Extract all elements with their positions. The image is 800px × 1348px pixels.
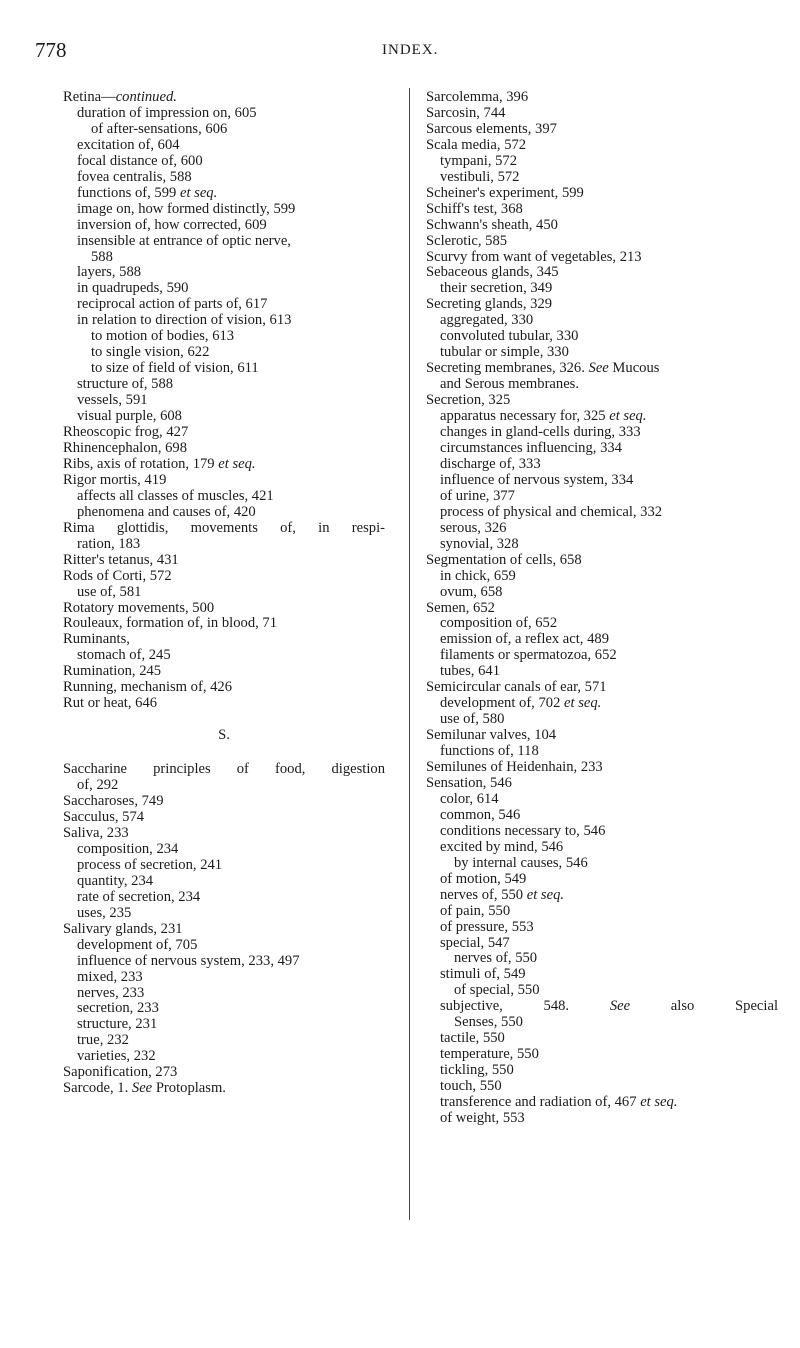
entry-text: of urine, 377 — [440, 487, 515, 504]
index-entry — [426, 202, 778, 218]
entry-text: use of, 581 — [77, 583, 142, 600]
entry-text: Rigor mortis, 419 — [63, 471, 167, 488]
index-entry — [63, 553, 385, 569]
index-entry — [426, 473, 778, 489]
entry-text: Secretion, 325 — [426, 392, 511, 409]
entry-text: focal distance of, 600 — [77, 152, 203, 169]
entry-text: to size of field of vision, 611 — [91, 360, 259, 377]
entry-text: touch, 550 — [440, 1078, 502, 1095]
entry-text: Rumination, 245 — [63, 663, 162, 680]
entry-text: Salivary glands, 231 — [63, 920, 183, 937]
entry-text: influence of nervous system, 334 — [440, 471, 634, 488]
entry-text: Mucous — [608, 360, 660, 377]
entry-text: inversion of, how corrected, 609 — [77, 216, 267, 233]
index-entry — [63, 313, 385, 329]
index-entry — [426, 760, 778, 776]
index-entry — [426, 265, 778, 281]
index-entry — [63, 632, 385, 648]
index-entry — [426, 553, 778, 569]
entry-text: functions of, 599 — [77, 184, 180, 201]
entry-text: process of physical and chemical, 332 — [440, 503, 663, 520]
index-entry — [426, 250, 778, 266]
entry-text: structure of, 588 — [77, 376, 174, 393]
page-number: 778 — [35, 38, 67, 62]
entry-text: true, 232 — [77, 1032, 129, 1049]
entry-text: affects all classes of muscles, 421 — [77, 487, 274, 504]
entry-text: Rods of Corti, 572 — [63, 567, 172, 584]
index-entry — [426, 361, 778, 393]
index-entry — [426, 664, 778, 680]
entry-text: Sarcode, 1. — [63, 1080, 132, 1097]
index-entry — [63, 393, 385, 409]
entry-text: also Special — [630, 998, 778, 1015]
index-entry — [63, 585, 385, 601]
entry-text: Schiff's test, 368 — [426, 200, 523, 217]
entry-italic: et seq. — [640, 1094, 678, 1111]
entry-text: by internal causes, 546 — [454, 854, 588, 871]
index-entry — [426, 297, 778, 313]
entry-text: Saccharine principles of food, digestion — [63, 761, 385, 778]
index-entry — [63, 858, 385, 874]
index-entry — [426, 712, 778, 728]
entry-text: Saponification, 273 — [63, 1064, 178, 1081]
index-entry — [63, 1001, 385, 1017]
entry-text: Secreting glands, 329 — [426, 296, 553, 313]
index-entry — [63, 457, 385, 473]
entry-text: in chick, 659 — [440, 567, 516, 584]
entry-text: Sacculus, 574 — [63, 809, 145, 826]
entry-italic: See — [609, 998, 631, 1015]
entry-text: of special, 550 — [454, 982, 540, 999]
index-entry — [426, 951, 778, 967]
index-entry — [426, 648, 778, 664]
index-entry — [426, 521, 778, 537]
entry-text: Rheoscopic frog, 427 — [63, 424, 189, 441]
entry-text: of after-sensations, 606 — [91, 120, 228, 137]
index-entry — [63, 1065, 385, 1081]
index-entry — [426, 313, 778, 329]
index-entry — [63, 762, 385, 794]
entry-text: Secreting membranes, 326. — [426, 360, 589, 377]
index-entry — [426, 537, 778, 553]
index-entry — [63, 810, 385, 826]
index-entry — [63, 441, 385, 457]
index-entry — [426, 1031, 778, 1047]
index-entry — [426, 888, 778, 904]
entry-text: nerves of, 550 — [454, 950, 538, 967]
entry-text: tubular or simple, 330 — [440, 344, 569, 361]
index-entry — [426, 409, 778, 425]
entry-text: in quadrupeds, 590 — [77, 280, 189, 297]
entry-text: emission of, a reflex act, 489 — [440, 631, 609, 648]
entry-text: Schwann's sheath, 450 — [426, 216, 558, 233]
entry-text: tactile, 550 — [440, 1030, 505, 1047]
entry-text: special, 547 — [440, 934, 510, 951]
index-entry — [426, 601, 778, 617]
entry-text: Semilunes of Heidenhain, 233 — [426, 759, 603, 776]
entry-text: Scurvy from want of vegetables, 213 — [426, 248, 642, 265]
entry-text: quantity, 234 — [77, 872, 154, 889]
index-entry — [63, 186, 385, 202]
index-entry — [426, 680, 778, 696]
index-entry — [426, 936, 778, 952]
entry-text: layers, 588 — [77, 264, 142, 281]
index-entry — [426, 138, 778, 154]
entry-text: vestibuli, 572 — [440, 168, 520, 185]
index-entry — [63, 138, 385, 154]
entry-continuation: Senses, 550 — [454, 1014, 523, 1031]
index-entry — [63, 826, 385, 842]
entry-text: common, 546 — [440, 806, 521, 823]
entry-text: Rima glottidis, movements of, in respi- — [63, 519, 385, 536]
index-column-left — [63, 90, 385, 1097]
index-entry — [63, 521, 385, 553]
index-entry — [426, 505, 778, 521]
index-entry — [63, 922, 385, 938]
entry-text: Saccharoses, 749 — [63, 793, 164, 810]
entry-text: varieties, 232 — [77, 1048, 156, 1065]
index-entry — [63, 648, 385, 664]
index-entry — [426, 90, 778, 106]
index-entry — [63, 794, 385, 810]
entry-text: process of secretion, 241 — [77, 856, 223, 873]
entry-continuation: 588 — [91, 248, 113, 265]
entry-text: transference and radiation of, 467 — [440, 1094, 641, 1111]
index-entry — [426, 744, 778, 760]
index-entry — [63, 842, 385, 858]
entry-text: Rut or heat, 646 — [63, 695, 158, 712]
entry-text: Ribs, axis of rotation, 179 — [63, 455, 219, 472]
entry-italic: et seq. — [526, 886, 565, 903]
index-entry — [426, 1095, 778, 1111]
index-entry — [63, 218, 385, 234]
index-entry — [63, 361, 385, 377]
entry-text: synovial, 328 — [440, 535, 519, 552]
index-entry — [63, 890, 385, 906]
index-entry — [426, 776, 778, 792]
page-header: INDEX. — [382, 42, 439, 58]
index-entry — [63, 954, 385, 970]
entry-text: Scala media, 572 — [426, 136, 527, 153]
entry-text: influence of nervous system, 233, 497 — [77, 952, 300, 969]
entry-italic: See — [588, 360, 609, 377]
index-entry — [63, 265, 385, 281]
entry-text: nerves of, 550 — [440, 886, 527, 903]
index-entry — [426, 393, 778, 409]
entry-text: Sensation, 546 — [426, 774, 512, 791]
entry-text: of motion, 549 — [440, 870, 527, 887]
entry-text: reciprocal action of parts of, 617 — [77, 296, 268, 313]
index-entry — [426, 616, 778, 632]
entry-text: Semen, 652 — [426, 599, 495, 616]
entry-text: rate of secretion, 234 — [77, 888, 201, 905]
entry-text: Segmentation of cells, 658 — [426, 551, 582, 568]
index-entry — [63, 680, 385, 696]
index-entry — [426, 967, 778, 983]
index-entry — [63, 696, 385, 712]
entry-text: development of, 705 — [77, 936, 198, 953]
entry-text: excitation of, 604 — [77, 136, 180, 153]
index-entry — [426, 904, 778, 920]
index-entry — [63, 569, 385, 585]
index-entry — [63, 664, 385, 680]
index-entry — [426, 106, 778, 122]
entry-text: duration of impression on, 605 — [77, 104, 257, 121]
entry-italic: et seq. — [218, 455, 256, 472]
index-entry — [426, 920, 778, 936]
index-entry — [63, 377, 385, 393]
entry-text: in relation to direction of vision, 613 — [77, 312, 292, 329]
entry-text: use of, 580 — [440, 711, 505, 728]
entry-text: subjective, 548. — [440, 998, 610, 1015]
index-entry — [63, 297, 385, 313]
entry-text: temperature, 550 — [440, 1046, 539, 1063]
entry-text: Protoplasm. — [152, 1080, 226, 1097]
index-entry — [426, 1063, 778, 1079]
index-entry — [426, 696, 778, 712]
entry-text: visual purple, 608 — [77, 408, 182, 425]
entry-italic: continued. — [115, 89, 177, 105]
entry-text: to single vision, 622 — [91, 344, 210, 361]
index-entry — [63, 489, 385, 505]
entry-text: composition, 234 — [77, 840, 179, 857]
entry-continuation: ration, 183 — [77, 535, 141, 552]
index-entry — [63, 970, 385, 986]
entry-text: tubes, 641 — [440, 663, 500, 680]
entry-text: tympani, 572 — [440, 152, 518, 169]
entry-text: Running, mechanism of, 426 — [63, 679, 233, 696]
entry-continuation: and Serous membranes. — [440, 376, 580, 393]
index-entry — [63, 986, 385, 1002]
entry-italic: et seq. — [609, 408, 647, 425]
index-entry — [426, 983, 778, 999]
entry-text: vessels, 591 — [77, 392, 148, 409]
index-column-right — [426, 90, 778, 1127]
index-entry — [63, 106, 385, 122]
entry-text: discharge of, 333 — [440, 455, 541, 472]
entry-text: Rotatory movements, 500 — [63, 599, 215, 616]
entry-text: Rhinencephalon, 698 — [63, 439, 188, 456]
entry-text: of pain, 550 — [440, 902, 511, 919]
entry-text: Rouleaux, formation of, in blood, 71 — [63, 615, 278, 632]
index-entry — [63, 505, 385, 521]
entry-italic: et seq. — [179, 184, 218, 201]
index-entry — [426, 872, 778, 888]
entry-text: fovea centralis, 588 — [77, 168, 192, 185]
entry-text: aggregated, 330 — [440, 312, 534, 329]
entry-text: changes in gland-cells during, 333 — [440, 424, 641, 441]
index-entry — [63, 938, 385, 954]
index-entry — [63, 281, 385, 297]
index-entry — [426, 792, 778, 808]
index-entry — [426, 154, 778, 170]
index-entry — [426, 728, 778, 744]
index-entry — [426, 186, 778, 202]
entry-text: uses, 235 — [77, 904, 132, 921]
index-entry — [63, 1049, 385, 1065]
index-entry — [426, 218, 778, 234]
entry-text: structure, 231 — [77, 1016, 158, 1033]
entry-text: of pressure, 553 — [440, 918, 534, 935]
entry-text: functions of, 118 — [440, 743, 539, 760]
index-entry — [63, 122, 385, 138]
entry-text: Ritter's tetanus, 431 — [63, 551, 179, 568]
index-entry — [426, 824, 778, 840]
index-entry — [426, 1111, 778, 1127]
index-entry — [426, 585, 778, 601]
entry-text: apparatus necessary for, 325 — [440, 408, 610, 425]
index-entry — [426, 457, 778, 473]
index-entry — [63, 1033, 385, 1049]
index-entry — [426, 345, 778, 361]
index-entry — [63, 329, 385, 345]
index-entry — [63, 874, 385, 890]
entry-text: stomach of, 245 — [77, 647, 171, 664]
entry-text: to motion of bodies, 613 — [91, 328, 235, 345]
section-letter: S. — [218, 727, 230, 744]
index-entry — [63, 1017, 385, 1033]
entry-text: circumstances influencing, 334 — [440, 439, 622, 456]
entry-text: image on, how formed distinctly, 599 — [77, 200, 296, 217]
entry-text: composition of, 652 — [440, 615, 558, 632]
entry-text: mixed, 233 — [77, 968, 143, 985]
index-entry — [426, 441, 778, 457]
index-entry — [63, 616, 385, 632]
column-divider — [409, 88, 410, 1220]
entry-text: secretion, 233 — [77, 1000, 159, 1017]
entry-text: Ruminants, — [63, 631, 130, 648]
entry-text: Sarcous elements, 397 — [426, 120, 557, 137]
entry-text: Saliva, 233 — [63, 824, 129, 841]
entry-text: Retina— — [63, 89, 116, 105]
entry-text: development of, 702 — [440, 695, 565, 712]
index-entry — [63, 154, 385, 170]
entry-text: their secretion, 349 — [440, 280, 553, 297]
index-entry — [63, 170, 385, 186]
entry-text: insensible at entrance of optic nerve, — [77, 232, 291, 249]
index-entry — [63, 234, 385, 266]
index-entry — [63, 90, 385, 106]
entry-text: serous, 326 — [440, 519, 507, 536]
entry-text: Semilunar valves, 104 — [426, 727, 557, 744]
entry-text: filaments or spermatozoa, 652 — [440, 647, 617, 664]
entry-text: stimuli of, 549 — [440, 966, 526, 983]
entry-text: color, 614 — [440, 790, 499, 807]
entry-text: Sclerotic, 585 — [426, 232, 508, 249]
index-entry — [426, 281, 778, 297]
entry-text: phenomena and causes of, 420 — [77, 503, 256, 520]
index-entry — [426, 489, 778, 505]
entry-text: Semicircular canals of ear, 571 — [426, 679, 607, 696]
entry-text: conditions necessary to, 546 — [440, 822, 606, 839]
index-entry — [426, 1079, 778, 1095]
index-entry — [426, 234, 778, 250]
entry-italic: See — [131, 1080, 153, 1097]
index-entry — [426, 122, 778, 138]
entry-text: ovum, 658 — [440, 583, 503, 600]
entry-text: convoluted tubular, 330 — [440, 328, 579, 345]
index-entry — [63, 202, 385, 218]
index-entry — [63, 409, 385, 425]
index-entry — [426, 569, 778, 585]
entry-continuation: of, 292 — [77, 777, 119, 794]
index-entry — [426, 840, 778, 856]
index-entry — [63, 601, 385, 617]
index-entry — [426, 999, 778, 1031]
index-entry — [426, 1047, 778, 1063]
entry-text: Sarcosin, 744 — [426, 104, 506, 121]
index-entry — [63, 1081, 385, 1097]
entry-italic: et seq. — [564, 695, 602, 712]
entry-text: Scheiner's experiment, 599 — [426, 184, 584, 201]
index-entry — [426, 632, 778, 648]
index-entry — [426, 170, 778, 186]
index-entry — [426, 329, 778, 345]
entry-text: Sarcolemma, 396 — [426, 89, 529, 105]
index-entry — [63, 906, 385, 922]
entry-text: Sebaceous glands, 345 — [426, 264, 559, 281]
index-entry — [63, 345, 385, 361]
index-entry — [63, 425, 385, 441]
entry-text: of weight, 553 — [440, 1110, 525, 1126]
index-entry — [63, 473, 385, 489]
entry-text: tickling, 550 — [440, 1062, 514, 1079]
index-entry — [426, 856, 778, 872]
entry-text: excited by mind, 546 — [440, 838, 564, 855]
index-entry — [426, 425, 778, 441]
entry-text: nerves, 233 — [77, 984, 145, 1001]
index-entry — [426, 808, 778, 824]
